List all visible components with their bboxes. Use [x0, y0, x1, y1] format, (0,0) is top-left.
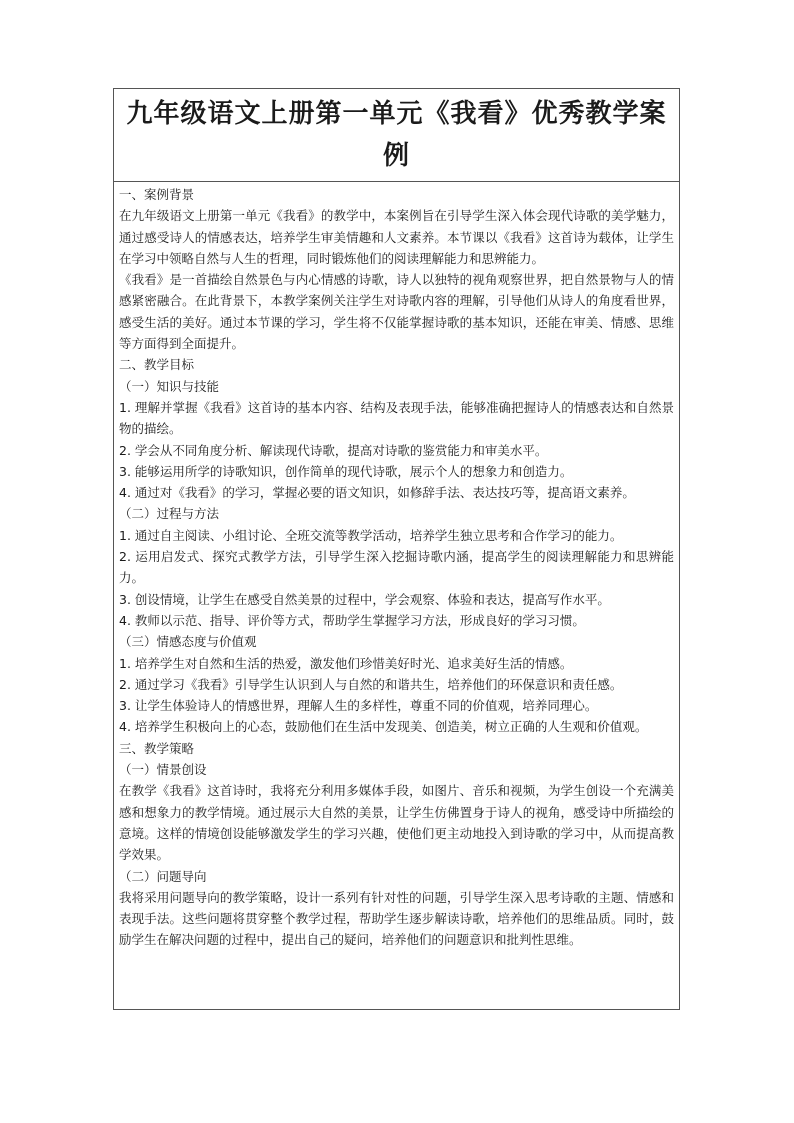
- list-item: 2. 通过学习《我看》引导学生认识到人与自然的和谐共生，培养他们的环保意识和责任感。: [119, 676, 623, 692]
- subsection-heading: （一）知识与技能: [119, 378, 220, 394]
- list-item: 1. 通过自主阅读、小组讨论、全班交流等教学活动，培养学生独立思考和合作学习的能力。: [119, 527, 623, 543]
- paragraph: 在教学《我看》这首诗时，我将充分利用多媒体手段，如图片、音乐和视频，为学生创设一个充满美感和想象力的教学情境。通过展示大自然的美景，让学生仿佛置身于诗人的视角，感受诗中所描绘的意境。这样的情境创设能够激发学生的学习兴趣，使他们更主动地投入到诗歌的学习中，从而提高教学效果。: [119, 783, 674, 863]
- list-item: 1. 理解并掌握《我看》这首诗的基本内容、结构及表现手法，能够准确把握诗人的情感表达和自然景物的描绘。: [119, 399, 674, 437]
- document-frame: [113, 88, 680, 1010]
- list-item: 3. 创设情境，让学生在感受自然美景的过程中，学会观察、体验和表达，提高写作水平。: [119, 591, 610, 607]
- paragraph: 在九年级语文上册第一单元《我看》的教学中，本案例旨在引导学生深入体会现代诗歌的美学魅力，通过感受诗人的情感表达，培养学生审美情趣和人文素养。本节课以《我看》这首诗为载体，让学生在学习中领略自然与人生的哲理，同时锻炼他们的阅读理解能力和思辨能力。: [119, 208, 674, 266]
- list-item: 1. 培养学生对自然和生活的热爱，激发他们珍惜美好时光、追求美好生活的情感。: [119, 655, 573, 671]
- paragraph: 我将采用问题导向的教学策略，设计一系列有针对性的问题，引导学生深入思考诗歌的主题、情感和表现手法。这些问题将贯穿整个教学过程，帮助学生逐步解读诗歌，培养他们的思维品质。同时，鼓励学生在解决问题的过程中，提出自己的疑问，培养他们的问题意识和批判性思维。: [119, 889, 674, 948]
- subsection-heading: （一）情景创设: [119, 762, 207, 778]
- list-item: 4. 通过对《我看》的学习，掌握必要的语文知识，如修辞手法、表达技巧等，提高语文素养。: [119, 485, 635, 501]
- document-body: [119, 184, 674, 951]
- subsection-heading: （三）情感态度与价值观: [119, 634, 257, 650]
- list-item: 3. 能够运用所学的诗歌知识，创作简单的现代诗歌，展示个人的想象力和创造力。: [119, 463, 573, 479]
- list-item: 4. 培养学生积极向上的心态，鼓励他们在生活中发现美、创造美，树立正确的人生观和价值观。: [119, 719, 648, 735]
- paragraph: 《我看》是一首描绘自然景色与内心情感的诗歌，诗人以独特的视角观察世界，把自然景物与人的情感紧密融合。在此背景下，本教学案例关注学生对诗歌内容的理解，引导他们从诗人的角度看世界，感受生活的美好。通过本节课的学习，学生将不仅能掌握诗歌的基本知识，还能在审美、情感、思维等方面得到全面提升。: [119, 272, 674, 352]
- title-divider: [114, 181, 679, 182]
- section-heading: 三、教学策略: [119, 740, 195, 756]
- list-item: 2. 学会从不同角度分析、解读现代诗歌，提高对诗歌的鉴赏能力和审美水平。: [119, 442, 548, 458]
- list-item: 4. 教师以示范、指导、评价等方式，帮助学生掌握学习方法，形成良好的学习习惯。: [119, 612, 585, 628]
- list-item: 2. 运用启发式、探究式教学方法，引导学生深入挖掘诗歌内涵，提高学生的阅读理解能力和思辨能力。: [119, 549, 674, 586]
- section-heading: 二、教学目标: [119, 357, 195, 373]
- page-title: 九年级语文上册第一单元《我看》优秀教学案例: [126, 99, 667, 171]
- section-heading: 一、案例背景: [119, 187, 195, 202]
- subsection-heading: （二）问题导向: [119, 868, 207, 884]
- subsection-heading: （二）过程与方法: [119, 506, 220, 522]
- list-item: 3. 让学生体验诗人的情感世界，理解人生的多样性，尊重不同的价值观，培养同理心。: [119, 698, 598, 714]
